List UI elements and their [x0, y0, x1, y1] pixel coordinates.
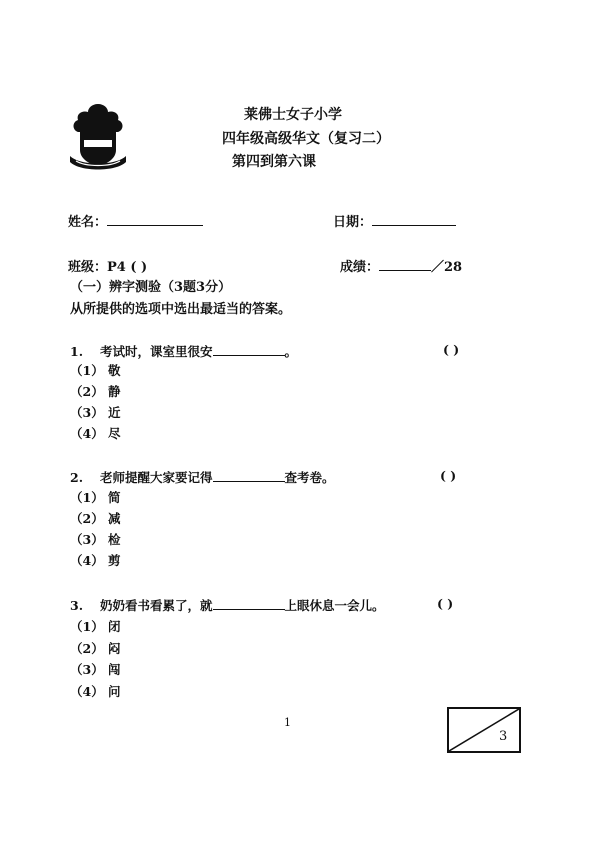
option-item: [70, 361, 121, 379]
option-text: 尽: [108, 426, 121, 441]
option-number: （3）: [70, 662, 104, 677]
name-field: [68, 211, 203, 230]
page-number: 1: [284, 716, 291, 729]
option-item: [70, 530, 121, 548]
question-text-before: 老师提醒大家要记得: [100, 470, 213, 485]
option-text: 敬: [108, 363, 121, 378]
option-text: 剪: [108, 553, 121, 568]
option-item: [70, 660, 121, 678]
question-number: 3.: [70, 598, 84, 613]
option-number: （3）: [70, 405, 104, 420]
option-number: （2）: [70, 384, 104, 399]
option-text: 检: [108, 532, 121, 547]
answer-bracket[interactable]: ( ): [443, 342, 460, 357]
answer-blank[interactable]: [213, 469, 285, 482]
question-text-before: 奶奶看书看累了，就: [100, 598, 213, 613]
question-2: [70, 468, 335, 486]
score-box-value: 3: [499, 729, 508, 744]
option-item: [70, 639, 121, 657]
option-number: （4）: [70, 553, 104, 568]
option-number: （2）: [70, 641, 104, 656]
option-item: [70, 509, 121, 527]
date-field: [333, 211, 456, 230]
option-text: 减: [108, 511, 121, 526]
option-number: （4）: [70, 426, 104, 441]
option-number: （1）: [70, 490, 104, 505]
option-item: [70, 424, 121, 442]
class-field: [68, 256, 147, 275]
class-label: 班级：: [68, 260, 108, 275]
option-item: [70, 488, 121, 506]
option-text: 近: [108, 405, 121, 420]
score-box: [447, 707, 521, 753]
class-value[interactable]: P4 ( ): [107, 260, 148, 275]
option-number: （3）: [70, 532, 104, 547]
question-number: 2.: [70, 470, 84, 485]
name-label: 姓名：: [68, 215, 108, 230]
option-item: [70, 551, 121, 569]
school-crest-logo: [66, 100, 130, 172]
score-blank[interactable]: [379, 258, 431, 271]
option-text: 简: [108, 490, 121, 505]
lesson-range: 第四到第六课: [232, 154, 316, 170]
question-number: 1.: [70, 344, 84, 359]
option-text: 闯: [108, 662, 121, 677]
school-name: 莱佛士女子小学: [244, 107, 342, 123]
option-number: （4）: [70, 684, 104, 699]
answer-bracket[interactable]: ( ): [440, 468, 457, 483]
answer-blank[interactable]: [213, 597, 285, 610]
option-number: （2）: [70, 511, 104, 526]
score-field: [340, 256, 462, 275]
section-title: （一）辨字测验（3题3分）: [70, 280, 232, 295]
question-1: [70, 342, 297, 360]
option-text: 闭: [108, 619, 121, 634]
option-item: [70, 382, 121, 400]
question-text-after: 查考卷。: [284, 470, 335, 485]
answer-bracket[interactable]: ( ): [437, 596, 454, 611]
option-item: [70, 617, 121, 635]
question-text-after: 上眼休息一会儿。: [284, 598, 385, 613]
date-label: 日期：: [333, 215, 373, 230]
score-box-diagonal: [449, 709, 519, 751]
option-text: 静: [108, 384, 121, 399]
question-3: [70, 596, 385, 614]
answer-blank[interactable]: [213, 343, 285, 356]
option-number: （1）: [70, 363, 104, 378]
score-total: ／28: [431, 260, 463, 275]
score-label: 成绩：: [340, 260, 380, 275]
question-text-after: 。: [284, 344, 298, 359]
option-item: [70, 682, 121, 700]
option-text: 闷: [108, 641, 121, 656]
option-item: [70, 403, 121, 421]
section-instruction: 从所提供的选项中选出最适当的答案。: [70, 302, 292, 317]
option-number: （1）: [70, 619, 104, 634]
date-blank[interactable]: [372, 213, 456, 226]
worksheet-subtitle: 四年级高级华文（复习二）: [222, 131, 390, 147]
name-blank[interactable]: [107, 213, 203, 226]
question-text-before: 考试时，课室里很安: [100, 344, 213, 359]
option-text: 问: [108, 684, 121, 699]
